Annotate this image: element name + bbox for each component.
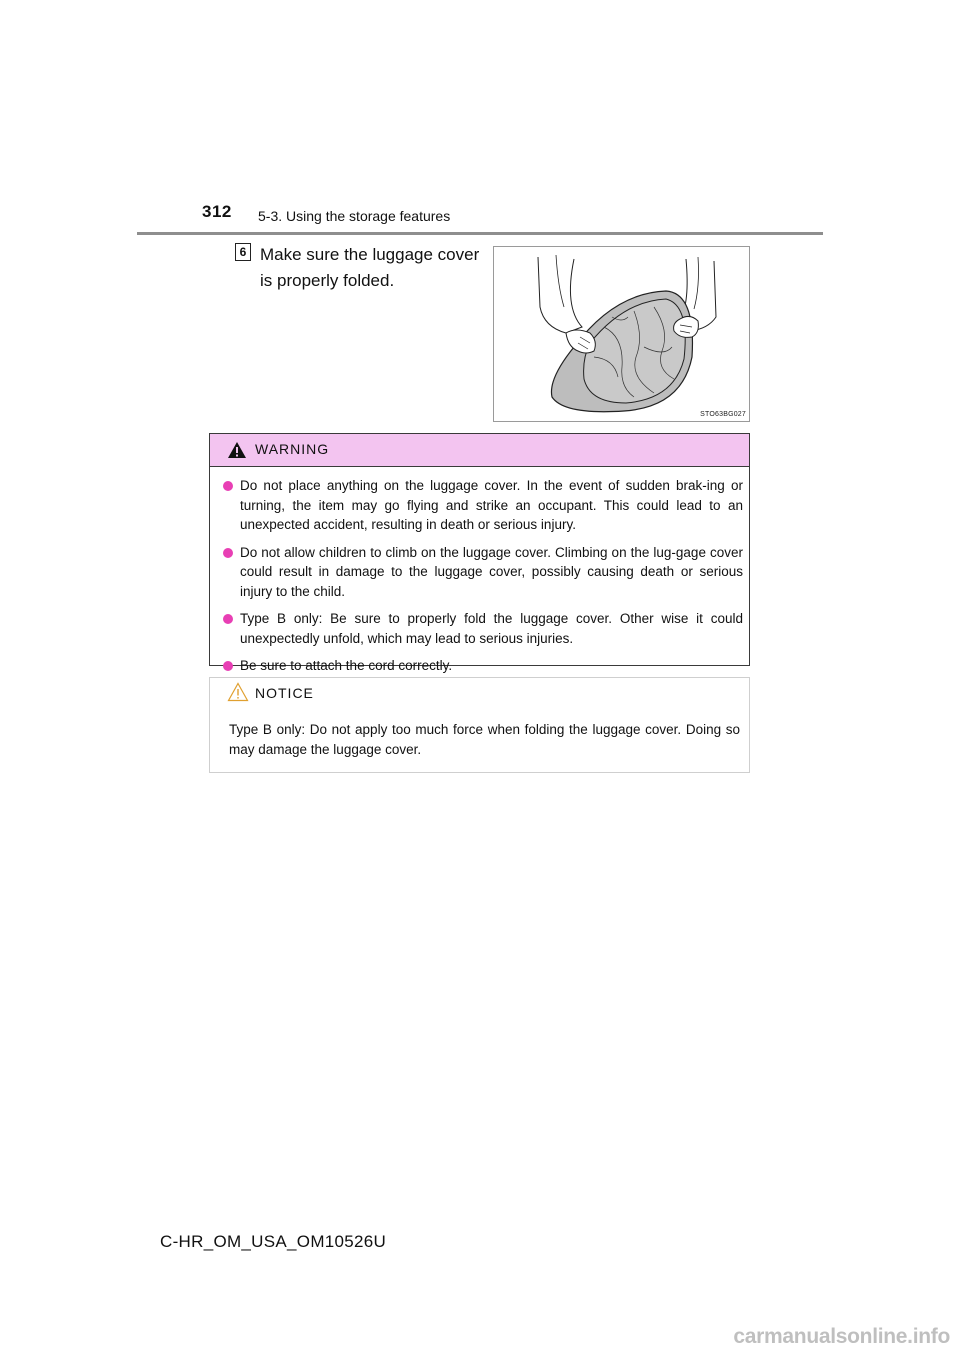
luggage-cover-figure bbox=[493, 246, 750, 422]
notice-box bbox=[209, 677, 750, 773]
notice-text: Type B only: Do not apply too much force when folding the luggage cover. Doing so may damage the luggage cover. bbox=[229, 722, 740, 757]
bullet-icon bbox=[223, 548, 233, 558]
warning-item-text: Type B only: Be sure to properly fold the luggage cover. Other wise it could unexpectedly unfold, which may lead to serious injuries. bbox=[240, 611, 743, 646]
warning-list bbox=[210, 467, 749, 676]
warning-title: WARNING bbox=[255, 441, 330, 457]
bullet-icon bbox=[223, 661, 233, 671]
warning-item bbox=[223, 609, 743, 648]
watermark: carmanualsonline.info bbox=[733, 1325, 950, 1348]
section-title: 5-3. Using the storage features bbox=[258, 208, 451, 224]
bullet-icon bbox=[223, 614, 233, 624]
warning-item-text: Be sure to attach the cord correctly. bbox=[240, 658, 453, 673]
figure-code: STO63BG027 bbox=[700, 411, 746, 418]
warning-item bbox=[223, 543, 743, 602]
notice-triangle-icon bbox=[227, 682, 249, 702]
warning-item-text: Do not place anything on the luggage cover. In the event of sudden brak-ing or turning, the item may go flying and strike an occupant. This could lead to an unexpected accident, resulting in death or serious injury. bbox=[240, 478, 743, 532]
notice-title: NOTICE bbox=[255, 685, 314, 701]
step-instruction: Make sure the luggage cover is properly folded. bbox=[260, 245, 480, 290]
folded-cover-illustration bbox=[494, 247, 750, 422]
warning-triangle-icon bbox=[227, 441, 247, 459]
document-code: C-HR_OM_USA_OM10526U bbox=[160, 1232, 387, 1251]
warning-header bbox=[210, 434, 749, 467]
warning-item bbox=[223, 656, 743, 676]
warning-box bbox=[209, 433, 750, 673]
page-number: 312 bbox=[202, 202, 232, 221]
header-rule bbox=[137, 232, 823, 235]
step-number-badge: 6 bbox=[235, 243, 251, 261]
warning-item-text: Do not allow children to climb on the luggage cover. Climbing on the lug-gage cover could result in damage to the luggage cover, possibly causing death or serious injury to the child. bbox=[240, 544, 743, 599]
bullet-icon bbox=[223, 481, 233, 491]
warning-item bbox=[223, 476, 743, 535]
